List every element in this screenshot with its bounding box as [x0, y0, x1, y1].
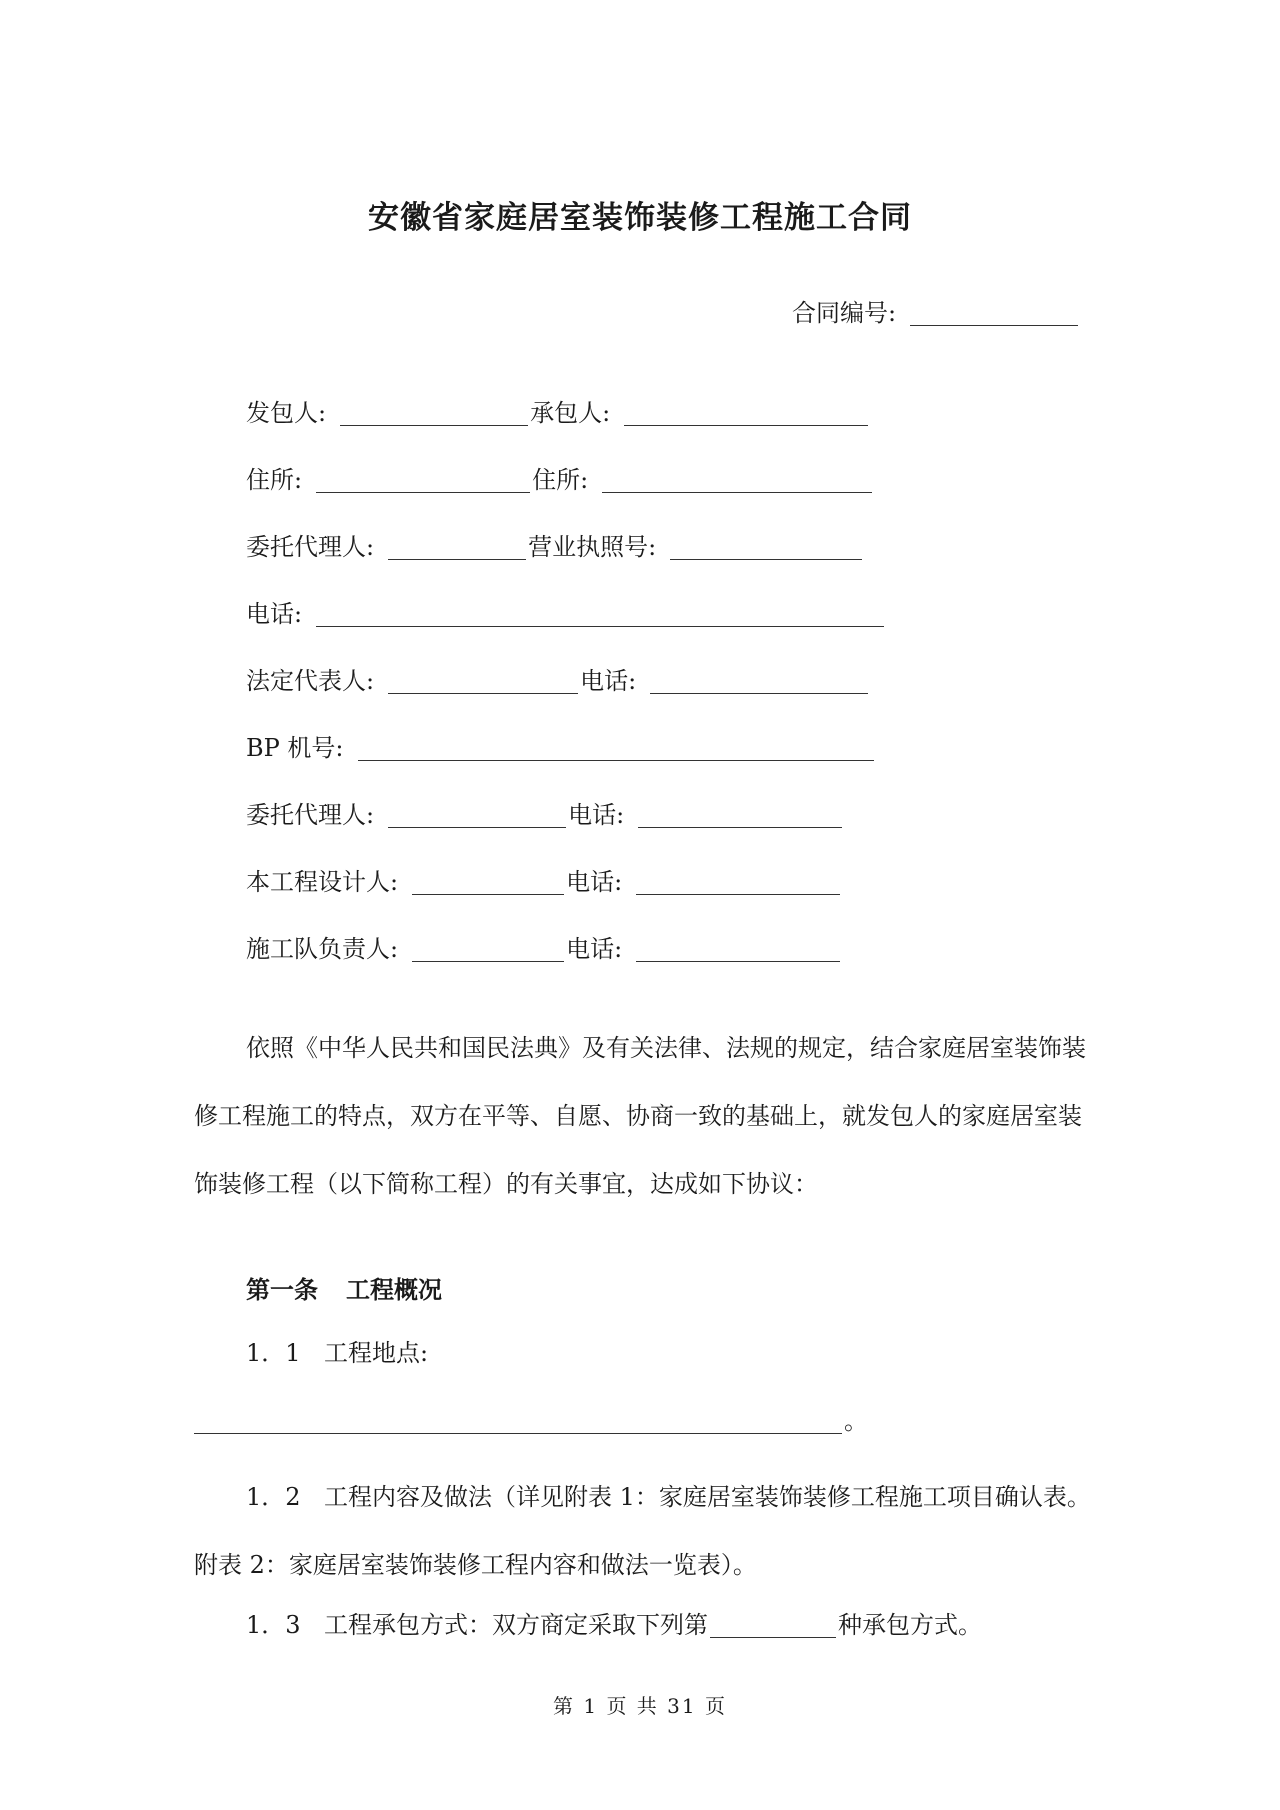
license-label: 营业执照号:: [528, 533, 657, 561]
contractor-address-label: 住所:: [532, 466, 589, 494]
contractor-address-blank[interactable]: [602, 466, 872, 493]
employer-address-label: 住所:: [246, 466, 303, 494]
employer-phone-label: 电话:: [246, 600, 303, 628]
designer-label: 本工程设计人:: [246, 868, 399, 896]
preamble-text: 依照《中华人民共和国民法典》及有关法律、法规的规定，结合家庭居室装饰装修工程施工的特点，双方在平等、自愿、协商一致的基础上，就发包人的家庭居室装饰装修工程（以下简称工程）的有关事宜，达成如下协议：: [194, 1034, 1086, 1198]
employer-row: [246, 396, 870, 430]
legal-rep-phone-label: 电话:: [580, 667, 637, 695]
contractor-agent-blank[interactable]: [388, 801, 566, 828]
legal-rep-phone-blank[interactable]: [650, 667, 868, 694]
employer-address-blank[interactable]: [316, 466, 530, 493]
item-1-1-address-line: [194, 1404, 868, 1438]
article-1-title: 工程概况: [346, 1276, 442, 1304]
contractor-agent-phone-blank[interactable]: [638, 801, 842, 828]
item-1-3-text-a: 工程承包方式：双方商定采取下列第: [324, 1611, 708, 1639]
bp-label: BP 机号:: [246, 734, 344, 762]
team-leader-label: 施工队负责人:: [246, 935, 399, 963]
agent-license-row: [246, 530, 864, 564]
employer-phone-blank[interactable]: [316, 600, 884, 627]
license-blank[interactable]: [670, 533, 862, 560]
legal-rep-row: [246, 664, 870, 698]
employer-agent-label: 委托代理人:: [246, 533, 375, 561]
contract-number-blank[interactable]: [910, 299, 1078, 326]
item-1-1: [246, 1336, 428, 1370]
team-leader-blank[interactable]: [412, 935, 564, 962]
item-1-1-number: 1．1: [246, 1339, 301, 1367]
team-leader-phone-label: 电话:: [566, 935, 623, 963]
item-1-1-period: 。: [844, 1407, 868, 1435]
item-1-3-number: 1．3: [246, 1611, 301, 1639]
item-1-2: [194, 1463, 1094, 1599]
article-1-heading: [246, 1270, 442, 1305]
team-leader-row: [246, 932, 842, 966]
contract-method-blank[interactable]: [710, 1611, 836, 1638]
page-footer: 第 1 页 共 31 页: [553, 1694, 727, 1718]
bp-row: [246, 731, 876, 765]
contract-number-label: 合同编号:: [792, 299, 897, 327]
designer-row: [246, 865, 842, 899]
item-1-2-text: 工程内容及做法（详见附表 1：家庭居室装饰装修工程施工项目确认表。附表 2：家庭居室装饰装修工程内容和做法一览表）。: [194, 1483, 1091, 1579]
item-1-3-text-b: 种承包方式。: [838, 1611, 982, 1639]
legal-rep-label: 法定代表人:: [246, 667, 375, 695]
contractor-blank[interactable]: [624, 399, 868, 426]
bp-blank[interactable]: [358, 734, 874, 761]
contractor-agent-row: [246, 798, 844, 832]
employer-blank[interactable]: [340, 399, 528, 426]
contractor-agent-label: 委托代理人:: [246, 801, 375, 829]
contract-number-row: [792, 296, 1080, 330]
document-title: 安徽省家庭居室装饰装修工程施工合同: [368, 200, 912, 236]
designer-phone-label: 电话:: [566, 868, 623, 896]
legal-rep-blank[interactable]: [388, 667, 578, 694]
preamble-paragraph: [194, 1014, 1094, 1218]
designer-phone-blank[interactable]: [636, 868, 840, 895]
employer-label: 发包人:: [246, 399, 327, 427]
team-leader-phone-blank[interactable]: [636, 935, 840, 962]
item-1-3: [246, 1608, 982, 1642]
address-row: [246, 463, 874, 497]
project-location-blank[interactable]: [194, 1407, 842, 1434]
contractor-agent-phone-label: 电话:: [568, 801, 625, 829]
item-1-1-text: 工程地点:: [324, 1339, 429, 1367]
contractor-label: 承包人:: [530, 399, 611, 427]
employer-agent-blank[interactable]: [388, 533, 526, 560]
designer-blank[interactable]: [412, 868, 564, 895]
employer-phone-row: [246, 597, 886, 631]
article-1-number: 第一条: [246, 1276, 318, 1304]
item-1-2-number: 1．2: [246, 1483, 301, 1511]
